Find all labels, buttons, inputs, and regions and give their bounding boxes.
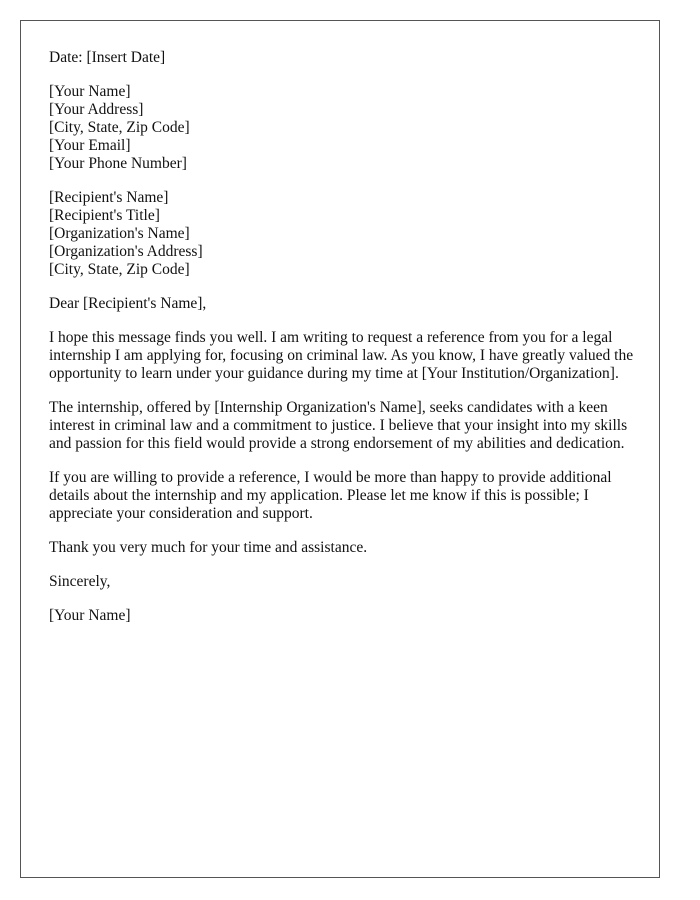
sender-address-block [49, 83, 639, 173]
recipient-organization-name: [Organization's Name] [49, 225, 190, 242]
letter-page [20, 20, 660, 878]
recipient-address-block [49, 189, 639, 279]
salutation: Dear [Recipient's Name], [49, 295, 207, 312]
body-paragraph-1: I hope this message finds you well. I am writing to request a reference from you for a legal internship I am applying for, focusing on criminal law. As you know, I have greatly valued the opportunity to learn under your guidance during my time at [Your Institution/Organization]. [49, 329, 634, 382]
body-paragraph-4: Thank you very much for your time and assistance. [49, 539, 368, 556]
letter-content [49, 49, 639, 641]
recipient-organization-address: [Organization's Address] [49, 243, 203, 260]
recipient-title: [Recipient's Title] [49, 207, 160, 224]
sender-address: [Your Address] [49, 101, 144, 118]
closing: Sincerely, [49, 573, 111, 590]
signature: [Your Name] [49, 607, 131, 624]
sender-email: [Your Email] [49, 137, 131, 154]
recipient-name: [Recipient's Name] [49, 189, 169, 206]
sender-name: [Your Name] [49, 83, 131, 100]
recipient-city-state-zip: [City, State, Zip Code] [49, 261, 190, 278]
body-paragraph-3: If you are willing to provide a reference, I would be more than happy to provide additional details about the internship and my application. Please let me know if this is possible; I appreciate your consideration and support. [49, 469, 612, 522]
date-line: Date: [Insert Date] [49, 49, 166, 66]
sender-city-state-zip: [City, State, Zip Code] [49, 119, 190, 136]
body-paragraph-2: The internship, offered by [Internship Organization's Name], seeks candidates with a keen interest in criminal law and a commitment to justice. I believe that your insight into my skills and passion for this field would provide a strong endorsement of my abilities and dedication. [49, 399, 628, 452]
sender-phone: [Your Phone Number] [49, 155, 187, 172]
